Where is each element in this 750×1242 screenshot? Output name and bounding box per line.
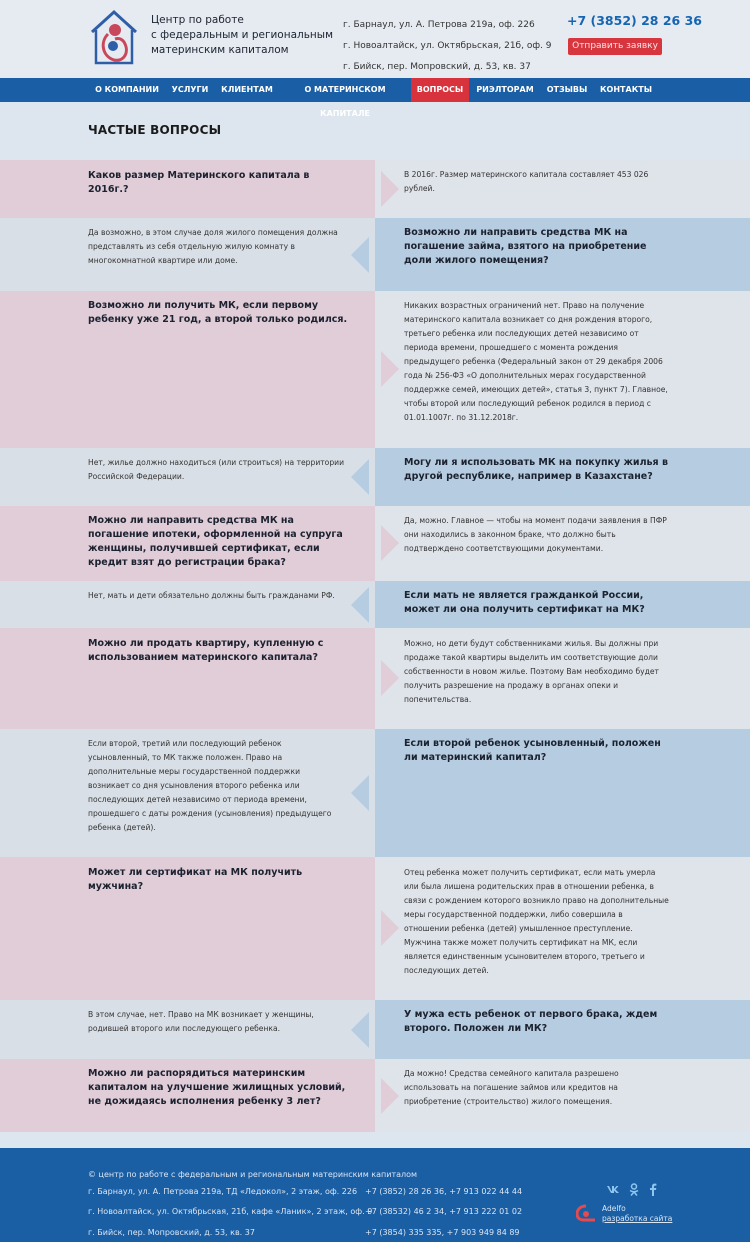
faq-answer-cell [0, 1000, 375, 1059]
adelfo-logo-icon[interactable] [576, 1204, 596, 1222]
address-biysk: г. Бийск, пер. Мопровский, д. 53, кв. 37 [343, 62, 531, 72]
faq-item [0, 506, 750, 581]
faq-item [0, 291, 750, 448]
nav-item-questions[interactable]: ВОПРОСЫ [411, 78, 469, 102]
faq-question-cell [0, 506, 375, 581]
faq-answer: Отец ребенка может получить сертификат, если мать умерла или была лишена родительских прав в отношении ребенка, в связи с рождением которого возникло право на дополнительные меры государственной поддержки, либо совершила в отношении ребенка (детей) умышленное преступление. Мужчина также может получить сертификат на МК, если является единственным усыновителем второго, третьего и последующих детей. [404, 868, 669, 975]
nav-item-services[interactable]: УСЛУГИ [171, 85, 209, 94]
faq-question-cell [0, 857, 375, 1000]
faq-question: Возможно ли получить МК, если первому ребенку уже 21 год, а второй только родился. [88, 300, 348, 325]
faq-item [0, 218, 750, 291]
brand-name [151, 13, 333, 58]
faq-question: Можно ли продать квартиру, купленную с использованием материнского капитала? [88, 638, 324, 663]
faq-item [0, 581, 750, 628]
faq-answer-cell [375, 506, 750, 581]
arrow-left-icon [351, 775, 369, 811]
nav-item-realtors[interactable]: РИЭЛТОРАМ [476, 85, 534, 94]
faq-question-cell [375, 218, 750, 291]
faq-answer-cell [375, 291, 750, 448]
footer-phone[interactable]: +7 (3854) 335 335, +7 903 949 84 89 [365, 1228, 520, 1237]
faq-answer-cell [0, 448, 375, 506]
nav-item-reviews[interactable]: ОТЗЫВЫ [546, 85, 588, 94]
vk-icon[interactable] [607, 1183, 619, 1195]
header-phone[interactable]: +7 (3852) 28 26 36 [567, 13, 702, 28]
arrow-right-icon [381, 660, 399, 696]
faq-answer: Да можно! Средства семейного капитала разрешено использовать на погашение займов или кредитов на приобретение (строительство) жилого помещения. [404, 1069, 619, 1106]
footer-address: г. Бийск, пер. Мопровский, д. 53, кв. 37 [88, 1228, 255, 1237]
arrow-right-icon [381, 351, 399, 387]
faq-question-cell [375, 448, 750, 506]
footer-address: г. Барнаул, ул. А. Петрова 219а, ТД «Ледокол», 2 этаж, оф. 226 [88, 1187, 358, 1196]
faq-answer-cell [375, 628, 750, 729]
nav-item-contacts[interactable]: КОНТАКТЫ [600, 85, 652, 94]
brand-line: Центр по работе [151, 14, 244, 26]
faq-answer-cell [0, 729, 375, 857]
faq-question: У мужа есть ребенок от первого брака, ждем второго. Положен ли МК? [404, 1009, 658, 1034]
faq-answer: Нет, жилье должно находиться (или строиться) на территории Российской Федерации. [88, 458, 345, 481]
faq-question: Возможно ли направить средства МК на погашение займа, взятого на приобретение доли жилого помещения? [404, 227, 647, 266]
site-header [0, 0, 750, 78]
faq-question: Если второй ребенок усыновленный, положен ли материнский капитал? [404, 738, 661, 763]
faq-question: Может ли сертификат на МК получить мужчина? [88, 867, 303, 892]
faq-item [0, 160, 750, 218]
odnoklassniki-icon[interactable] [629, 1183, 639, 1196]
faq-question-cell [375, 729, 750, 857]
arrow-left-icon [351, 1012, 369, 1048]
faq-answer: Да, можно. Главное — чтобы на момент подачи заявления в ПФР они находились в законном браке, что должно быть подтверждено соответствующими документами. [404, 516, 667, 553]
nav-item-clients[interactable]: КЛИЕНТАМ [221, 85, 273, 94]
faq-item [0, 729, 750, 857]
developer-link[interactable]: разработка сайта [602, 1214, 673, 1223]
facebook-icon[interactable] [649, 1183, 657, 1196]
faq-item [0, 448, 750, 506]
footer-phone[interactable]: +7 (3852) 28 26 36, +7 913 022 44 44 [365, 1187, 523, 1196]
page-title: ЧАСТЫЕ ВОПРОСЫ [88, 123, 222, 137]
faq-answer: В этом случае, нет. Право на МК возникает у женщины, родившей второго или последующего ребенка. [88, 1010, 314, 1033]
faq-question-cell [375, 581, 750, 628]
faq-item [0, 1000, 750, 1059]
faq-question: Можно ли направить средства МК на погашение ипотеки, оформленной на супруга женщины, получившей сертификат, если кредит взят до регистрации брака? [88, 515, 343, 568]
arrow-right-icon [381, 910, 399, 946]
faq-question-cell [0, 160, 375, 218]
footer-phone[interactable]: +7 (38532) 46 2 34, +7 913 222 01 02 [365, 1207, 523, 1216]
faq-answer: Да возможно, в этом случае доля жилого помещения должна представлять из себя отдельную жилую комнату в многокомнатной квартире или доме. [88, 228, 338, 265]
faq-question-cell [375, 1000, 750, 1059]
arrow-left-icon [351, 587, 369, 623]
faq-answer-cell [375, 1059, 750, 1132]
faq-answer: Никаких возрастных ограничений нет. Право на получение материнского капитала возникает со дня рождения второго, третьего ребенка или последующих детей независимо от периода времени, прошедшего с момента рождения предыдущего ребенка (Федеральный закон от 29 декабря 2006 года № 256-ФЗ «О дополнительных мерах государственной поддержке семей, имеющих детей», статья 3, пункт 7). Главное, чтобы второй или последующий ребенок родился в период с 01.01.1007г. по 31.12.2018г. [404, 301, 668, 422]
arrow-right-icon [381, 1078, 399, 1114]
faq-item [0, 628, 750, 729]
faq-question-cell [0, 628, 375, 729]
faq-item [0, 1059, 750, 1132]
header-addresses [343, 15, 551, 78]
arrow-left-icon [351, 237, 369, 273]
nav-item-maternity-capital[interactable]: О МАТЕРИНСКОМ КАПИТАЛЕ [304, 85, 386, 118]
footer-copyright: © центр по работе с федеральным и региональным материнским капиталом [88, 1170, 418, 1179]
faq-answer-cell [375, 160, 750, 218]
developer-name: Adelfo [602, 1204, 626, 1213]
faq-answer: В 2016г. Размер материнского капитала составляет 453 026 рублей. [404, 170, 649, 193]
arrow-right-icon [381, 525, 399, 561]
faq-question: Можно ли распорядиться материнским капиталом на улучшение жилищных условий, не дожидаясь исполнения ребенку 3 лет? [88, 1068, 346, 1107]
faq-question-cell [0, 1059, 375, 1132]
site-footer [0, 1148, 750, 1242]
arrow-left-icon [351, 459, 369, 495]
faq-question: Если мать не является гражданкой России, может ли она получить сертификат на МК? [404, 590, 645, 615]
brand-line: с федеральным и региональным [151, 29, 334, 41]
faq-answer: Нет, мать и дети обязательно должны быть гражданами РФ. [88, 591, 335, 600]
logo-house-mother-icon[interactable] [88, 8, 140, 66]
footer-address: г. Новоалтайск, ул. Октябрьская, 21б, кафе «Ланик», 2 этаж, оф. 9 [88, 1207, 373, 1216]
faq-answer-cell [0, 218, 375, 291]
faq-question: Могу ли я использовать МК на покупку жилья в другой республике, например в Казахстане? [404, 457, 668, 482]
faq-question: Каков размер Материнского капитала в 2016г.? [88, 170, 310, 195]
main-nav [0, 78, 750, 118]
faq-answer-cell [0, 581, 375, 628]
address-barnaul: г. Барнаул, ул. А. Петрова 219а, оф. 226 [343, 20, 535, 30]
address-novoaltaysk: г. Новоалтайск, ул. Октябрьская, 21б, оф. 9 [343, 41, 552, 51]
brand-line: материнским капиталом [151, 44, 289, 56]
faq-answer-cell [375, 857, 750, 1000]
faq-question-cell [0, 291, 375, 448]
nav-item-company[interactable]: О КОМПАНИИ [95, 85, 159, 94]
arrow-right-icon [381, 171, 399, 207]
faq-item [0, 857, 750, 1000]
send-request-button[interactable]: Отправить заявку [568, 38, 662, 55]
faq-answer: Если второй, третий или последующий ребенок усыновленный, то МК также положен. Право на дополнительные меры государственной поддержки возникает со дня усыновления второго ребенка или последующих детей независимо от периода времени, прошедшего с даты рождения (усыновления) предыдущего ребенка (детей). [88, 739, 332, 832]
faq-answer: Можно, но дети будут собственниками жилья. Вы должны при продаже такой квартиры выделить им соответствующие доли собственности в новом жилье. Поэтому Вам необходимо будет получить разрешение на продажу в органах опеки и попечительства. [404, 639, 659, 704]
